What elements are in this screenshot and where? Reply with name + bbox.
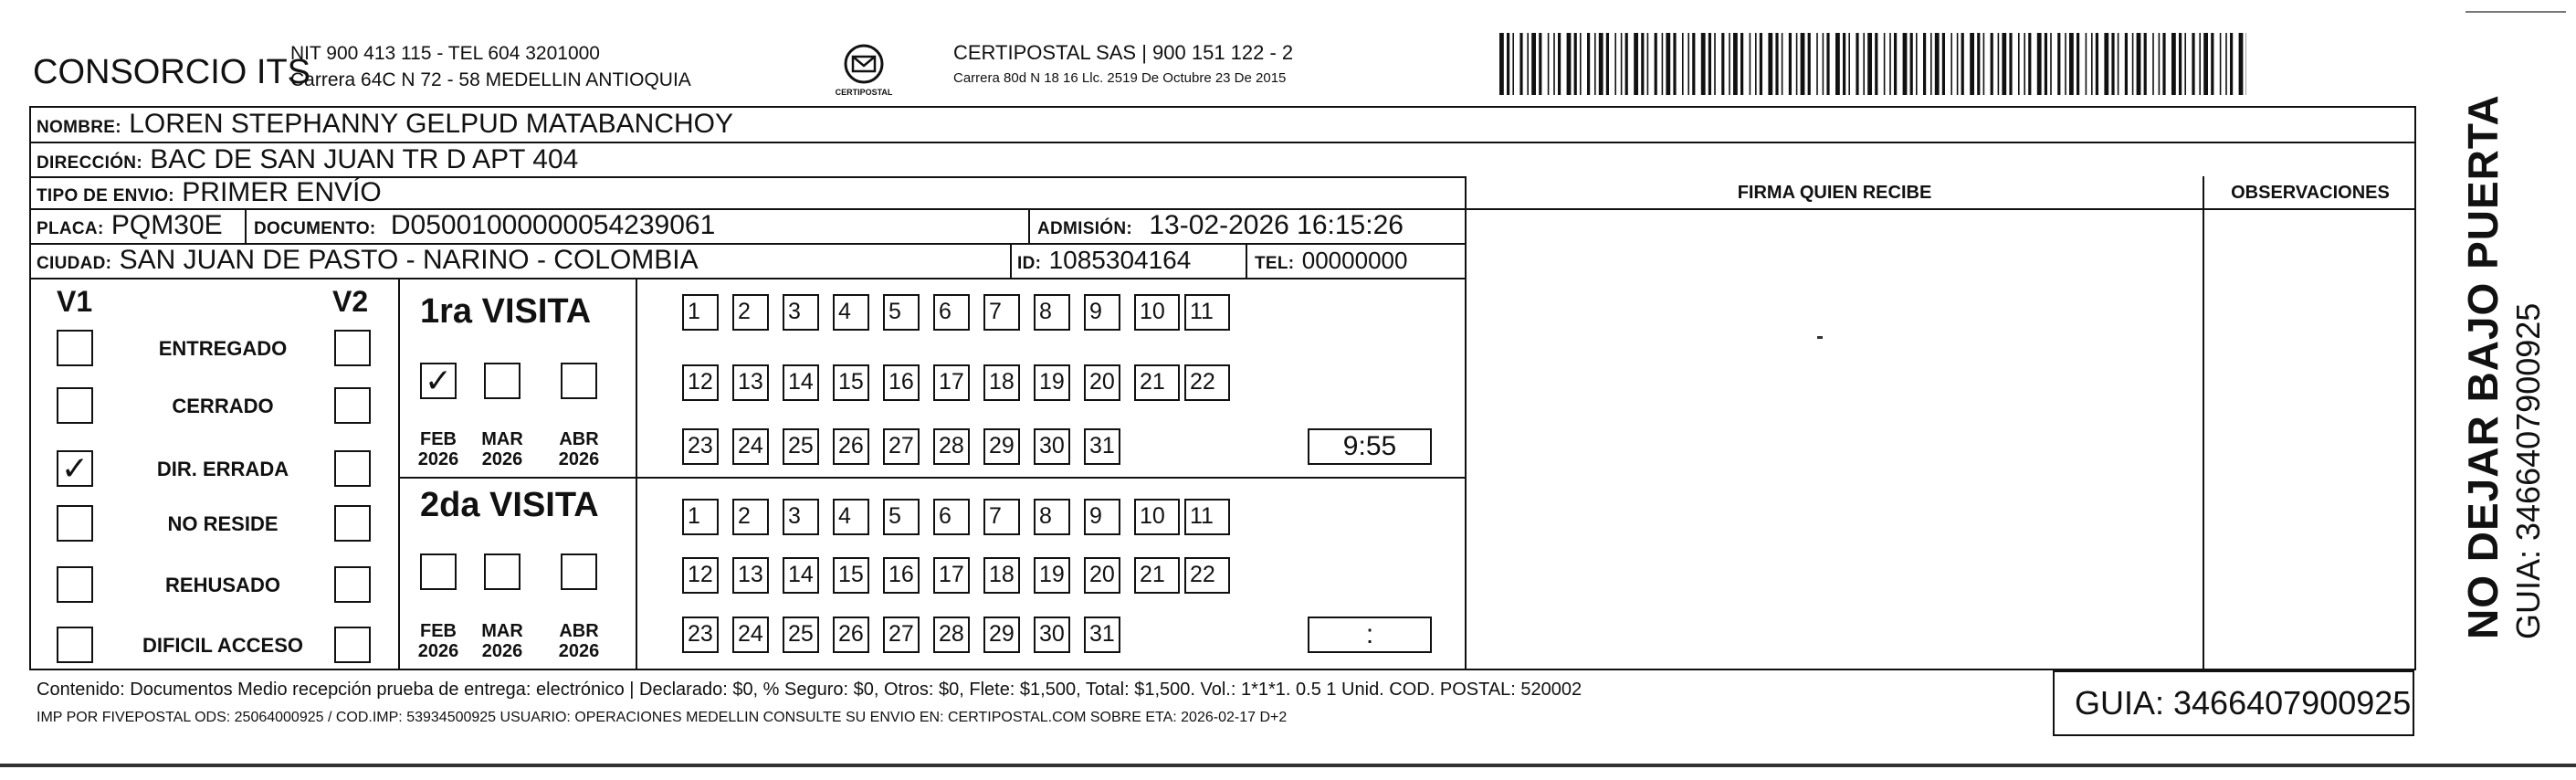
barcode-bar (1782, 33, 1783, 95)
v1-checkbox[interactable] (57, 627, 93, 663)
v2-checkbox[interactable] (334, 330, 371, 366)
barcode-bar (1721, 33, 1724, 95)
barcode-bar (2024, 33, 2025, 95)
firma-header: FIRMA QUIEN RECIBE (1737, 183, 1932, 203)
barcode-bar (1531, 33, 1536, 95)
barcode-bar (1916, 33, 1918, 95)
day-box[interactable]: 29 (983, 428, 1020, 465)
barcode-bar (1574, 33, 1577, 95)
barcode-bar (1867, 33, 1872, 95)
barcode-bar (1634, 33, 1638, 95)
barcode-bar (1599, 33, 1603, 95)
barcode-bar (1875, 33, 1877, 95)
day-box[interactable]: 12 (682, 557, 719, 594)
day-box[interactable]: 26 (833, 617, 869, 653)
second-visit-title: 2da VISITA (420, 486, 599, 524)
barcode-bar (1977, 33, 1980, 95)
barcode-bar (1942, 33, 1945, 95)
day-box[interactable]: 22 (1184, 557, 1230, 594)
barcode-bar (1856, 33, 1858, 95)
barcode-bar (1903, 33, 1908, 95)
barcode-bar (2086, 33, 2087, 95)
barcode-bar (1499, 33, 1504, 95)
barcode-bar (2220, 33, 2222, 95)
barcode (1499, 33, 2246, 95)
day-box[interactable]: 11 (1184, 499, 1230, 535)
barcode-bar (2050, 33, 2052, 95)
barcode-bar (2144, 33, 2147, 95)
v2-checkbox[interactable] (334, 387, 371, 424)
ciudad-label: CIUDAD: (37, 254, 112, 273)
barcode-bar (1733, 33, 1738, 95)
day-box[interactable]: 31 (1084, 617, 1120, 653)
month-label (550, 429, 608, 469)
impresion-line: IMP POR FIVEPOSTAL ODS: 25064000925 / COD.IMP: 53934500925 USUARIO: OPERACIONES MEDELLIN CONSULTE SU ENVIO EN: CERTIPOSTAL.COM SOBRE ETA: 2026-02-17 D+2 (37, 710, 1288, 725)
month-checkbox[interactable] (420, 553, 457, 590)
day-box[interactable]: 2 (732, 294, 769, 331)
month-name: ABR (559, 429, 599, 449)
barcode-bar (2159, 33, 2161, 95)
v1-checkbox[interactable] (57, 450, 93, 487)
day-box[interactable]: 10 (1134, 294, 1180, 331)
barcode-bar (1548, 33, 1550, 95)
barcode-bar (2118, 33, 2119, 95)
nombre-row (37, 106, 733, 145)
barcode-bar (2018, 33, 2020, 95)
barcode-bar (1512, 33, 1514, 95)
month-checkbox[interactable] (561, 363, 597, 399)
day-box[interactable]: 12 (682, 364, 719, 401)
barcode-bar (1983, 33, 1985, 95)
status-label: ENTREGADO (158, 337, 288, 360)
observaciones-header: OBSERVACIONES (2231, 183, 2390, 203)
day-box[interactable]: 25 (783, 428, 819, 465)
tel-value: 00000000 (1301, 247, 1408, 274)
month-label (473, 429, 531, 469)
day-box[interactable]: 17 (933, 557, 970, 594)
v1-checkbox[interactable] (57, 505, 93, 542)
month-name: MAR (481, 429, 523, 449)
barcode-bar (1863, 33, 1865, 95)
barcode-bar (2171, 33, 2176, 95)
day-box[interactable]: 13 (732, 364, 769, 401)
day-box[interactable]: 8 (1034, 294, 1070, 331)
tel-label: TEL: (1255, 254, 1295, 273)
barcode-bar (1621, 33, 1623, 95)
barcode-bar (1594, 33, 1596, 95)
barcode-bar (2192, 33, 2194, 95)
day-box[interactable]: 18 (983, 364, 1020, 401)
barcode-bar (1835, 33, 1840, 95)
day-box[interactable]: 25 (783, 617, 819, 653)
barcode-bar (1801, 33, 1805, 95)
day-box[interactable]: 27 (883, 428, 920, 465)
barcode-bar (1775, 33, 1778, 95)
barcode-bar (1580, 33, 1582, 95)
day-box[interactable]: 24 (732, 428, 769, 465)
id-label: ID: (1017, 254, 1042, 273)
day-box[interactable]: 7 (983, 499, 1020, 535)
check-mark: ✓ (60, 449, 89, 487)
v1-checkbox[interactable] (57, 387, 93, 424)
day-box[interactable]: 27 (883, 617, 920, 653)
barcode-bar (1884, 33, 1886, 95)
day-box[interactable]: 13 (732, 557, 769, 594)
barcode-bar (1755, 33, 1757, 95)
ciudad-value: SAN JUAN DE PASTO - NARINO - COLOMBIA (119, 245, 699, 275)
month-label (550, 621, 608, 661)
v2-checkbox[interactable] (334, 566, 371, 603)
barcode-bar (2179, 33, 2182, 95)
day-box[interactable]: 28 (933, 617, 970, 653)
v1-checkbox[interactable] (57, 330, 93, 366)
tel-cell (1255, 243, 1407, 281)
certipostal-logo (829, 40, 899, 104)
barcode-bar (1647, 33, 1649, 95)
signature-mark (1817, 336, 1823, 339)
day-box[interactable]: 26 (833, 428, 869, 465)
day-box[interactable]: 30 (1034, 617, 1070, 653)
barcode-bar (1625, 33, 1628, 95)
barcode-bar (1816, 33, 1818, 95)
day-box[interactable]: 6 (933, 294, 970, 331)
check-mark: ✓ (424, 362, 453, 399)
day-box[interactable]: 18 (983, 557, 1020, 594)
no-dejar-warning: NO DEJAR BAJO PUERTA (2459, 94, 2507, 639)
certipostal-nit: CERTIPOSTAL SAS | 900 151 122 - 2 (953, 41, 1294, 64)
barcode-bar (2104, 33, 2108, 95)
barcode-bar (1655, 33, 1657, 95)
day-box[interactable]: 7 (983, 294, 1020, 331)
v2-checkbox[interactable] (334, 505, 371, 542)
barcode-bar (1666, 33, 1670, 95)
barcode-bar (1923, 33, 1926, 95)
status-label: NO RESIDE (167, 512, 279, 535)
id-cell (1017, 243, 1191, 281)
barcode-bar (2132, 33, 2134, 95)
day-box[interactable]: 9 (1084, 499, 1120, 535)
month-checkbox[interactable] (561, 553, 597, 590)
barcode-bar (2045, 33, 2047, 95)
barcode-bar (2211, 33, 2213, 95)
day-box[interactable]: 4 (833, 499, 869, 535)
ciudad-cell (37, 243, 699, 281)
tipo-envio-label: TIPO DE ENVIO: (37, 186, 174, 206)
side-guia: GUIA: 3466407900925 (2509, 302, 2547, 639)
barcode-bar (1701, 33, 1706, 95)
documento-cell (254, 208, 715, 247)
barcode-bar (2125, 33, 2128, 95)
barcode-bar (1970, 33, 1974, 95)
admision-label: ADMISIÓN: (1037, 219, 1133, 238)
barcode-bar (1768, 33, 1772, 95)
barcode-bar (2002, 33, 2006, 95)
company-name: CONSORCIO ITS (33, 53, 311, 91)
contenido-line: Contenido: Documentos Medio recepción prueba de entrega: electrónico | Declarado: $0, % Seguro: $0, Otros: $0, Flete: $1,500, Total: $1,500. Vol.: 1*1*1. 0.5 1 Unid. COD. POSTAL: 520002 (37, 680, 1582, 700)
day-box[interactable]: 29 (983, 617, 1020, 653)
admision-value: 13-02-2026 16:15:26 (1149, 210, 1404, 240)
direccion-label: DIRECCIÓN: (37, 153, 142, 173)
day-box[interactable]: 24 (732, 617, 769, 653)
day-box[interactable]: 2 (732, 499, 769, 535)
barcode-bar (1688, 33, 1689, 95)
day-box[interactable]: 9 (1084, 294, 1120, 331)
day-box[interactable]: 3 (783, 499, 819, 535)
barcode-bar (2239, 33, 2244, 95)
day-box[interactable]: 5 (883, 499, 920, 535)
month-year: 2026 (481, 449, 523, 469)
barcode-bar (1935, 33, 1940, 95)
direccion-value: BAC DE SAN JUAN TR D APT 404 (150, 144, 579, 174)
day-box[interactable]: 14 (783, 557, 819, 594)
barcode-bar (2037, 33, 2042, 95)
day-box[interactable]: 23 (682, 428, 719, 465)
admision-cell (1037, 208, 1404, 247)
barcode-bar (1553, 33, 1555, 95)
barcode-bar (2225, 33, 2227, 95)
barcode-bar (2077, 33, 2079, 95)
day-box[interactable]: 8 (1034, 499, 1070, 535)
day-box[interactable]: 17 (933, 364, 970, 401)
day-box[interactable]: 28 (933, 428, 970, 465)
barcode-bar (1826, 33, 1829, 95)
barcode-bar (2199, 33, 2201, 95)
day-box[interactable]: 19 (1034, 364, 1070, 401)
barcode-bar (1587, 33, 1590, 95)
day-box[interactable]: 19 (1034, 557, 1070, 594)
barcode-bar (2091, 33, 2093, 95)
barcode-bar (1729, 33, 1730, 95)
month-year: 2026 (417, 449, 459, 469)
day-box[interactable]: 15 (833, 364, 869, 401)
day-box[interactable]: 10 (1134, 499, 1180, 535)
day-box[interactable]: 16 (883, 364, 920, 401)
barcode-bar (1709, 33, 1711, 95)
top-dash-line (2466, 11, 2566, 13)
month-checkbox[interactable] (484, 363, 520, 399)
barcode-bar (1539, 33, 1541, 95)
v2-checkbox[interactable] (334, 627, 371, 663)
month-name: MAR (481, 621, 523, 641)
day-box[interactable]: 23 (682, 617, 719, 653)
nombre-value: LOREN STEPHANNY GELPUD MATABANCHOY (129, 109, 734, 139)
day-box[interactable]: 20 (1084, 364, 1120, 401)
barcode-bar (2137, 33, 2141, 95)
day-box[interactable]: 4 (833, 294, 869, 331)
barcode-bar (1808, 33, 1811, 95)
day-box[interactable]: 16 (883, 557, 920, 594)
month-label (409, 429, 468, 469)
month-year: 2026 (558, 641, 600, 661)
placa-label: PLACA: (37, 219, 104, 238)
barcode-bar (1673, 33, 1676, 95)
barcode-bar (1567, 33, 1572, 95)
barcode-bar (1614, 33, 1616, 95)
barcode-bar (2203, 33, 2208, 95)
barcode-bar (2152, 33, 2154, 95)
tipo-envio-value: PRIMER ENVÍO (182, 177, 382, 207)
day-box[interactable]: 21 (1134, 557, 1180, 594)
barcode-bar (1558, 33, 1561, 95)
barcode-bar (1714, 33, 1716, 95)
barcode-bar (1740, 33, 1743, 95)
barcode-bar (1507, 33, 1509, 95)
barcode-bar (1692, 33, 1695, 95)
certipostal-address: Carrera 80d N 18 16 Llc. 2519 De Octubre 23 De 2015 (953, 70, 1287, 86)
day-box[interactable]: 21 (1134, 364, 1180, 401)
direccion-row (37, 142, 578, 181)
guia-number: GUIA: 3466407900925 (2053, 670, 2414, 736)
status-label: DIR. ERRADA (156, 458, 289, 480)
second-visit-time[interactable]: : (1308, 617, 1432, 653)
first-visit-time[interactable]: 9:55 (1308, 428, 1432, 465)
status-label: REHUSADO (165, 574, 280, 596)
barcode-bar (2184, 33, 2186, 95)
id-value: 1085304164 (1048, 246, 1192, 274)
first-visit-title: 1ra VISITA (420, 292, 592, 331)
day-box[interactable]: 6 (933, 499, 970, 535)
documento-value: D05001000000054239061 (390, 210, 716, 240)
company-nit: NIT 900 413 115 - TEL 604 3201000 (290, 43, 600, 64)
barcode-bar (2057, 33, 2060, 95)
barcode-bar (1930, 33, 1932, 95)
barcode-bar (1682, 33, 1684, 95)
barcode-bar (1662, 33, 1664, 95)
day-box[interactable]: 1 (682, 499, 719, 535)
barcode-bar (2111, 33, 2114, 95)
barcode-bar (2069, 33, 2074, 95)
barcode-bar (2230, 33, 2233, 95)
day-box[interactable]: 11 (1184, 294, 1230, 331)
barcode-bar (2028, 33, 2031, 95)
barcode-bar (1848, 33, 1850, 95)
month-name: FEB (420, 621, 457, 641)
barcode-bar (2162, 33, 2165, 95)
barcode-bar (1894, 33, 1897, 95)
day-box[interactable]: 3 (783, 294, 819, 331)
day-box[interactable]: 14 (783, 364, 819, 401)
barcode-bar (2009, 33, 2012, 95)
barcode-bar (1750, 33, 1751, 95)
barcode-bar (1910, 33, 1913, 95)
v1-checkbox[interactable] (57, 566, 93, 603)
day-box[interactable]: 22 (1184, 364, 1230, 401)
v2-header: V2 (332, 285, 369, 318)
barcode-bar (1789, 33, 1792, 95)
day-box[interactable]: 30 (1034, 428, 1070, 465)
barcode-bar (1998, 33, 2000, 95)
company-info (290, 40, 691, 93)
barcode-bar (1843, 33, 1845, 95)
placa-value: PQM30E (110, 210, 223, 240)
day-box[interactable]: 1 (682, 294, 719, 331)
nombre-label: NOMBRE: (37, 118, 121, 137)
placa-cell (37, 208, 223, 247)
barcode-bar (1519, 33, 1522, 95)
month-label (473, 621, 531, 661)
company-address: Carrera 64C N 72 - 58 MEDELLIN ANTIOQUIA (290, 69, 691, 90)
status-label: DIFICIL ACCESO (142, 634, 303, 657)
barcode-bar (1606, 33, 1609, 95)
barcode-bar (1950, 33, 1952, 95)
barcode-bar (1823, 33, 1824, 95)
month-checkbox[interactable] (420, 363, 457, 399)
barcode-bar (1957, 33, 1959, 95)
tipo-envio-row (37, 176, 382, 213)
month-checkbox[interactable] (484, 553, 520, 590)
barcode-bar (1796, 33, 1798, 95)
status-label: CERRADO (172, 395, 274, 417)
barcode-bar (1760, 33, 1762, 95)
side-text (2458, 94, 2548, 639)
barcode-bar (1961, 33, 1964, 95)
month-year: 2026 (481, 641, 523, 661)
day-box[interactable]: 15 (833, 557, 869, 594)
barcode-bar (2065, 33, 2066, 95)
month-year: 2026 (417, 641, 459, 661)
documento-label: DOCUMENTO: (254, 219, 376, 238)
day-box[interactable]: 20 (1084, 557, 1120, 594)
barcode-bar (2096, 33, 2098, 95)
certipostal-info (953, 40, 1293, 91)
day-box[interactable]: 31 (1084, 428, 1120, 465)
month-name: ABR (559, 621, 599, 641)
v1-header: V1 (57, 285, 93, 318)
month-name: FEB (420, 429, 457, 449)
bottom-border (0, 764, 2576, 767)
v2-checkbox[interactable] (334, 450, 371, 487)
barcode-bar (1527, 33, 1529, 95)
barcode-bar (1641, 33, 1644, 95)
month-label (409, 621, 468, 661)
logo-text: CERTIPOSTAL (835, 88, 893, 97)
barcode-bar (1889, 33, 1891, 95)
barcode-bar (1991, 33, 1993, 95)
day-box[interactable]: 5 (883, 294, 920, 331)
month-year: 2026 (558, 449, 600, 469)
